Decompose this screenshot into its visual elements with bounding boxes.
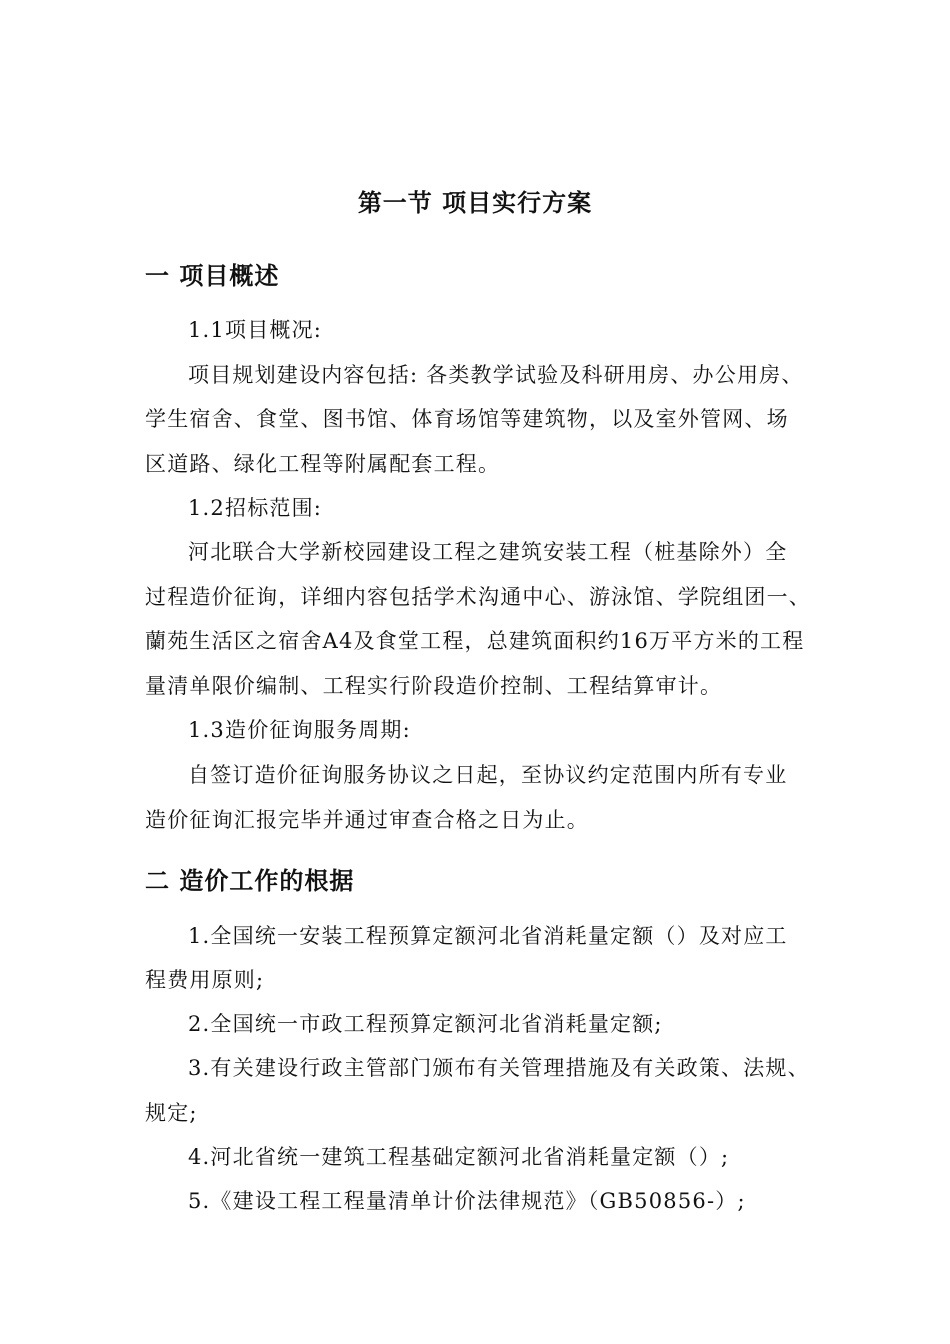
page-title: 第一节 项目实行方案	[357, 189, 593, 217]
section-heading-overview: 一 项目概述	[145, 262, 280, 290]
paragraph-line: 河北联合大学新校园建设工程之建筑安装工程（桩基除外）全	[188, 540, 788, 564]
paragraph-line: 量清单限价编制、工程实行阶段造价控制、工程结算审计。	[145, 674, 723, 698]
paragraph-line: 过程造价征询，详细内容包括学术沟通中心、游泳馆、学院组团一、	[145, 585, 811, 609]
list-item: 3.有关建设行政主管部门颁布有关管理措施及有关政策、法规、	[188, 1056, 810, 1080]
list-item-continuation: 规定;	[145, 1101, 198, 1125]
paragraph-line: 造价征询汇报完毕并通过审查合格之日为止。	[145, 808, 589, 832]
paragraph-line: 自签订造价征询服务协议之日起，至协议约定范围内所有专业	[188, 763, 788, 787]
paragraph-line: 蘭苑生活区之宿舍A4及食堂工程，总建筑面积约16万平方米的工程	[145, 629, 805, 653]
paragraph-line: 项目规划建设内容包括: 各类教学试验及科研用房、办公用房、	[188, 363, 804, 387]
subsection-label-1-3: 1.3造价征询服务周期:	[188, 718, 411, 742]
list-item-continuation: 程费用原则;	[145, 968, 265, 992]
subsection-label-1-2: 1.2招标范围:	[188, 496, 323, 520]
list-item: 1.全国统一安装工程预算定额河北省消耗量定额（）及对应工	[188, 924, 788, 948]
list-item: 5.《建设工程工程量清单计价法律规范》（GB50856-）;	[188, 1189, 746, 1213]
section-heading-basis: 二 造价工作的根据	[145, 867, 355, 895]
list-item: 2.全国统一市政工程预算定额河北省消耗量定额;	[188, 1012, 663, 1036]
subsection-label-1-1: 1.1项目概况:	[188, 318, 323, 342]
list-item: 4.河北省统一建筑工程基础定额河北省消耗量定额（）;	[188, 1145, 730, 1169]
paragraph-line: 学生宿舍、食堂、图书馆、体育场馆等建筑物，以及室外管网、场	[145, 407, 789, 431]
paragraph-line: 区道路、绿化工程等附属配套工程。	[145, 452, 501, 476]
